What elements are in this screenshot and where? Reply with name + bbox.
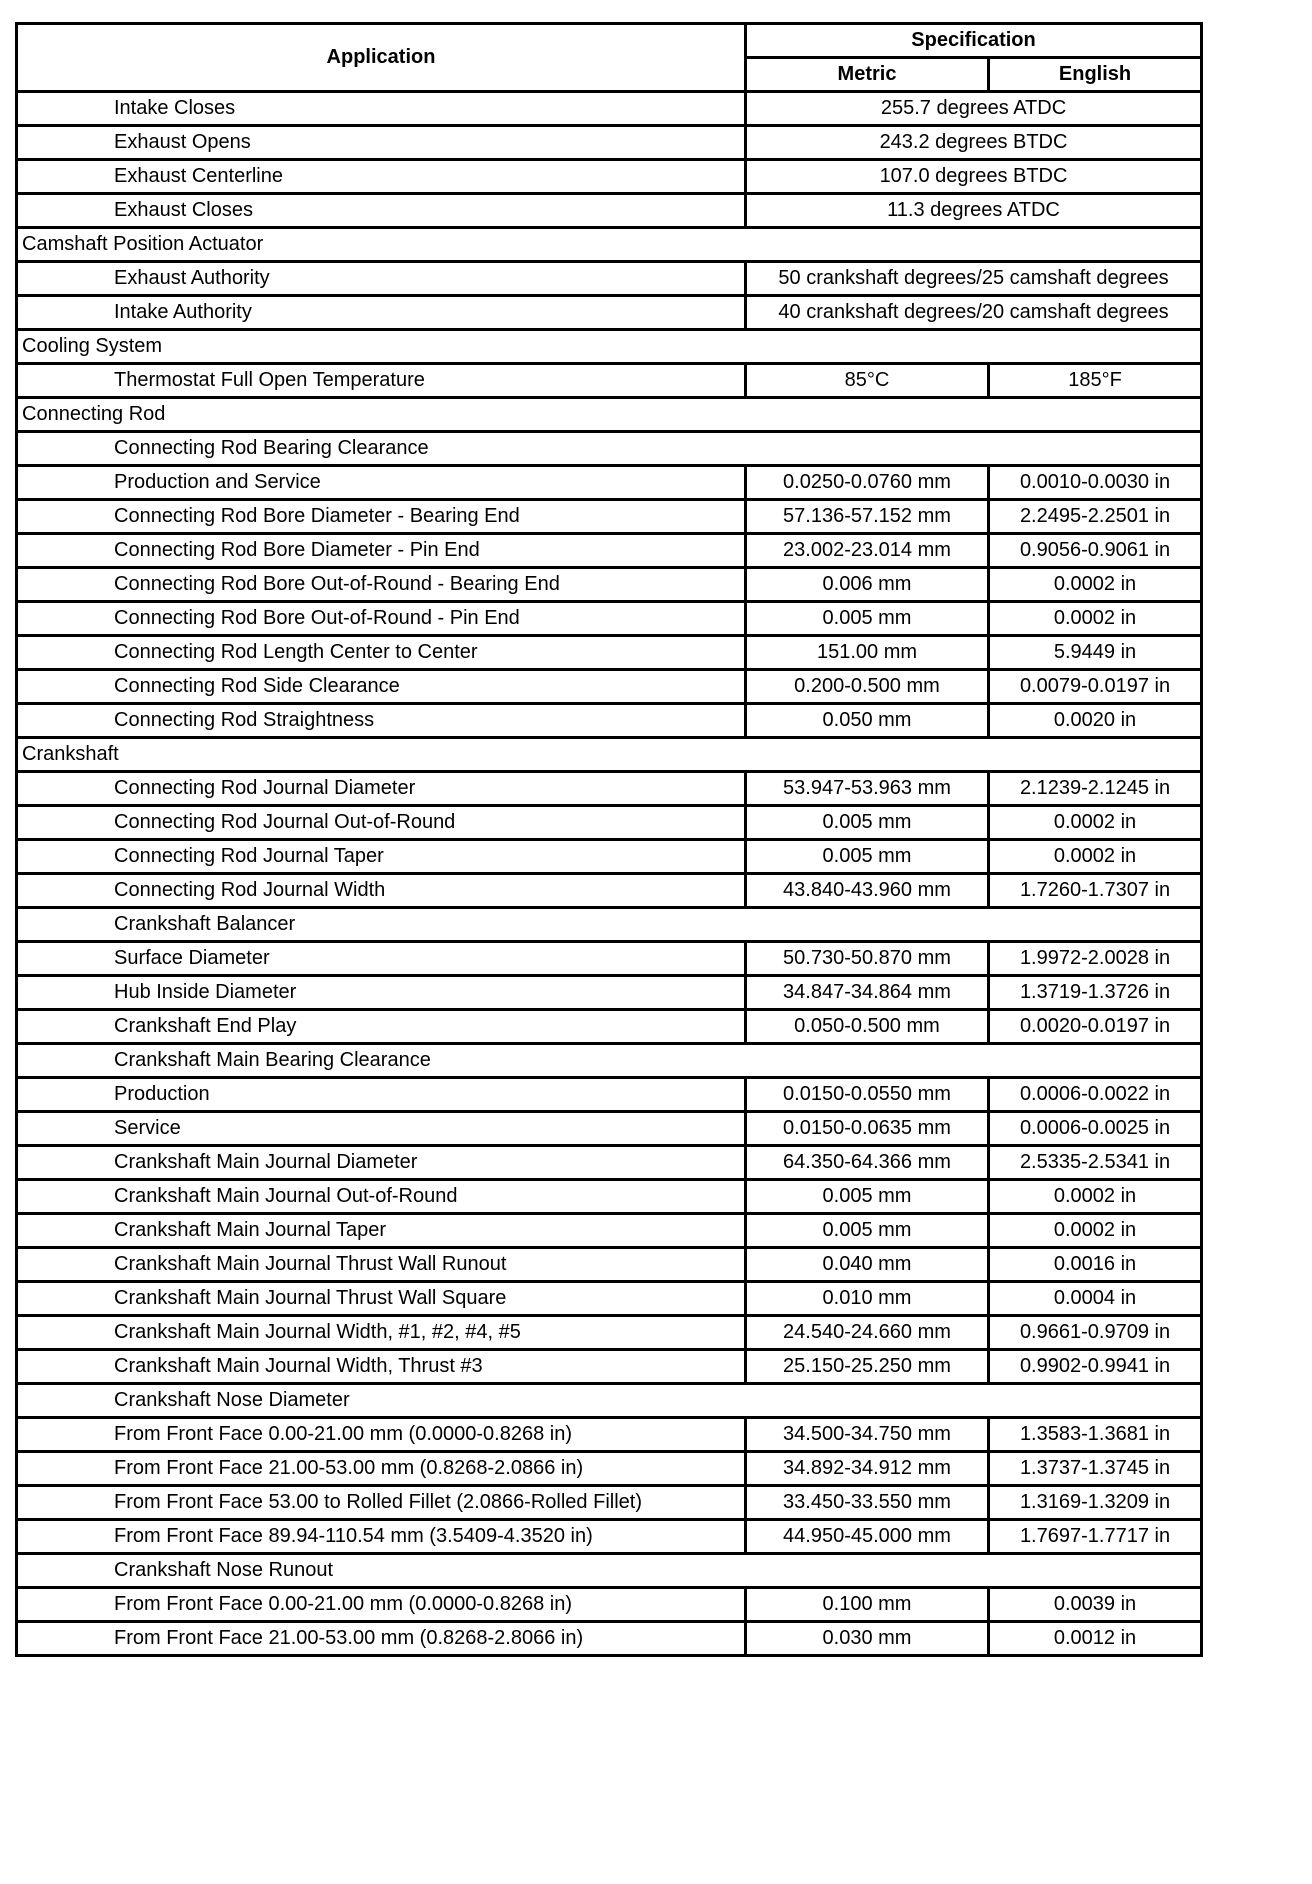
english-cell: 1.3583-1.3681 in (989, 1418, 1202, 1452)
subsection-label: Crankshaft Balancer (17, 908, 1202, 942)
english-cell: 0.0079-0.0197 in (989, 670, 1202, 704)
application-cell: Exhaust Centerline (17, 160, 746, 194)
english-cell: 0.0004 in (989, 1282, 1202, 1316)
subsection-row (17, 908, 1202, 942)
application-cell: Connecting Rod Journal Out-of-Round (17, 806, 746, 840)
metric-cell: 0.200-0.500 mm (746, 670, 989, 704)
english-cell: 0.0006-0.0022 in (989, 1078, 1202, 1112)
section-label: Crankshaft (17, 738, 1202, 772)
english-cell: 0.9661-0.9709 in (989, 1316, 1202, 1350)
application-header: Application (17, 24, 746, 92)
english-cell: 185°F (989, 364, 1202, 398)
table-row (17, 976, 1202, 1010)
application-cell: Crankshaft Main Journal Width, Thrust #3 (17, 1350, 746, 1384)
application-cell: Exhaust Opens (17, 126, 746, 160)
english-cell: 0.0039 in (989, 1588, 1202, 1622)
application-cell: Connecting Rod Length Center to Center (17, 636, 746, 670)
metric-cell: 0.030 mm (746, 1622, 989, 1656)
metric-cell: 0.050 mm (746, 704, 989, 738)
english-cell: 0.0002 in (989, 568, 1202, 602)
metric-cell: 0.100 mm (746, 1588, 989, 1622)
metric-cell: 0.010 mm (746, 1282, 989, 1316)
table-row (17, 500, 1202, 534)
application-cell: Production and Service (17, 466, 746, 500)
application-cell: Connecting Rod Journal Taper (17, 840, 746, 874)
table-row (17, 704, 1202, 738)
section-label: Camshaft Position Actuator (17, 228, 1202, 262)
english-cell: 0.9902-0.9941 in (989, 1350, 1202, 1384)
english-cell: 0.0012 in (989, 1622, 1202, 1656)
specification-cell: 11.3 degrees ATDC (746, 194, 1202, 228)
english-cell: 0.9056-0.9061 in (989, 534, 1202, 568)
application-cell: From Front Face 0.00-21.00 mm (0.0000-0.8268 in) (17, 1418, 746, 1452)
metric-cell: 0.005 mm (746, 806, 989, 840)
table-row (17, 670, 1202, 704)
application-cell: Connecting Rod Straightness (17, 704, 746, 738)
table-row (17, 636, 1202, 670)
english-cell: 1.3737-1.3745 in (989, 1452, 1202, 1486)
table-row (17, 1248, 1202, 1282)
application-cell: Connecting Rod Side Clearance (17, 670, 746, 704)
application-cell: Connecting Rod Bore Out-of-Round - Pin End (17, 602, 746, 636)
english-cell: 5.9449 in (989, 636, 1202, 670)
metric-cell: 64.350-64.366 mm (746, 1146, 989, 1180)
metric-cell: 0.040 mm (746, 1248, 989, 1282)
table-row (17, 1214, 1202, 1248)
table-row (17, 1316, 1202, 1350)
application-cell: Crankshaft Main Journal Diameter (17, 1146, 746, 1180)
subsection-label: Connecting Rod Bearing Clearance (17, 432, 1202, 466)
subsection-row (17, 1554, 1202, 1588)
application-cell: Service (17, 1112, 746, 1146)
english-cell: 1.7697-1.7717 in (989, 1520, 1202, 1554)
section-row (17, 738, 1202, 772)
metric-cell: 24.540-24.660 mm (746, 1316, 989, 1350)
metric-cell: 151.00 mm (746, 636, 989, 670)
metric-header: Metric (746, 58, 989, 92)
table-row (17, 602, 1202, 636)
specification-cell: 107.0 degrees BTDC (746, 160, 1202, 194)
specification-cell: 243.2 degrees BTDC (746, 126, 1202, 160)
header-row (17, 24, 1202, 58)
specification-header: Specification (746, 24, 1202, 58)
table-row (17, 568, 1202, 602)
application-cell: Connecting Rod Bore Diameter - Bearing End (17, 500, 746, 534)
table-row (17, 1520, 1202, 1554)
metric-cell: 0.005 mm (746, 602, 989, 636)
specification-cell: 50 crankshaft degrees/25 camshaft degrees (746, 262, 1202, 296)
table-row (17, 1486, 1202, 1520)
application-cell: From Front Face 21.00-53.00 mm (0.8268-2.0866 in) (17, 1452, 746, 1486)
table-row (17, 296, 1202, 330)
section-row (17, 330, 1202, 364)
table-row (17, 262, 1202, 296)
section-row (17, 398, 1202, 432)
english-cell: 0.0006-0.0025 in (989, 1112, 1202, 1146)
english-cell: 1.3719-1.3726 in (989, 976, 1202, 1010)
table-row (17, 194, 1202, 228)
metric-cell: 57.136-57.152 mm (746, 500, 989, 534)
table-row (17, 942, 1202, 976)
english-cell: 1.7260-1.7307 in (989, 874, 1202, 908)
metric-cell: 50.730-50.870 mm (746, 942, 989, 976)
application-cell: Exhaust Closes (17, 194, 746, 228)
specification-table (15, 22, 1203, 1657)
english-cell: 0.0002 in (989, 1180, 1202, 1214)
table-row (17, 160, 1202, 194)
metric-cell: 43.840-43.960 mm (746, 874, 989, 908)
english-cell: 2.2495-2.2501 in (989, 500, 1202, 534)
metric-cell: 53.947-53.963 mm (746, 772, 989, 806)
subsection-label: Crankshaft Nose Diameter (17, 1384, 1202, 1418)
metric-cell: 0.005 mm (746, 1214, 989, 1248)
table-row (17, 1010, 1202, 1044)
metric-cell: 23.002-23.014 mm (746, 534, 989, 568)
subsection-row (17, 1384, 1202, 1418)
application-cell: Crankshaft Main Journal Out-of-Round (17, 1180, 746, 1214)
english-cell: 0.0020 in (989, 704, 1202, 738)
table-row (17, 92, 1202, 126)
application-cell: Crankshaft Main Journal Thrust Wall Runout (17, 1248, 746, 1282)
metric-cell: 34.500-34.750 mm (746, 1418, 989, 1452)
table-body (17, 92, 1202, 1656)
subsection-label: Crankshaft Nose Runout (17, 1554, 1202, 1588)
english-cell: 0.0002 in (989, 1214, 1202, 1248)
table-row (17, 1180, 1202, 1214)
table-row (17, 772, 1202, 806)
table-row (17, 1350, 1202, 1384)
metric-cell: 44.950-45.000 mm (746, 1520, 989, 1554)
english-cell: 0.0020-0.0197 in (989, 1010, 1202, 1044)
application-cell: Crankshaft Main Journal Taper (17, 1214, 746, 1248)
metric-cell: 33.450-33.550 mm (746, 1486, 989, 1520)
table-row (17, 1146, 1202, 1180)
table-row (17, 126, 1202, 160)
table-row (17, 1282, 1202, 1316)
metric-cell: 0.005 mm (746, 840, 989, 874)
table-row (17, 1588, 1202, 1622)
english-cell: 0.0010-0.0030 in (989, 466, 1202, 500)
application-cell: Intake Closes (17, 92, 746, 126)
table-row (17, 534, 1202, 568)
application-cell: From Front Face 89.94-110.54 mm (3.5409-4.3520 in) (17, 1520, 746, 1554)
application-cell: Connecting Rod Journal Width (17, 874, 746, 908)
table-row (17, 806, 1202, 840)
subsection-label: Crankshaft Main Bearing Clearance (17, 1044, 1202, 1078)
specification-cell: 255.7 degrees ATDC (746, 92, 1202, 126)
english-cell: 0.0016 in (989, 1248, 1202, 1282)
application-cell: Connecting Rod Journal Diameter (17, 772, 746, 806)
application-cell: Connecting Rod Bore Diameter - Pin End (17, 534, 746, 568)
table-row (17, 466, 1202, 500)
english-cell: 2.1239-2.1245 in (989, 772, 1202, 806)
metric-cell: 25.150-25.250 mm (746, 1350, 989, 1384)
metric-cell: 0.0250-0.0760 mm (746, 466, 989, 500)
metric-cell: 0.006 mm (746, 568, 989, 602)
table-row (17, 1452, 1202, 1486)
table-row (17, 1418, 1202, 1452)
application-cell: Crankshaft End Play (17, 1010, 746, 1044)
english-cell: 0.0002 in (989, 840, 1202, 874)
english-cell: 1.9972-2.0028 in (989, 942, 1202, 976)
section-row (17, 228, 1202, 262)
application-cell: From Front Face 53.00 to Rolled Fillet (2.0866-Rolled Fillet) (17, 1486, 746, 1520)
application-cell: From Front Face 0.00-21.00 mm (0.0000-0.8268 in) (17, 1588, 746, 1622)
english-cell: 0.0002 in (989, 806, 1202, 840)
application-cell: Connecting Rod Bore Out-of-Round - Bearing End (17, 568, 746, 602)
application-cell: Surface Diameter (17, 942, 746, 976)
section-label: Cooling System (17, 330, 1202, 364)
english-cell: 0.0002 in (989, 602, 1202, 636)
subsection-row (17, 1044, 1202, 1078)
table-row (17, 1112, 1202, 1146)
application-cell: Hub Inside Diameter (17, 976, 746, 1010)
table-row (17, 1622, 1202, 1656)
metric-cell: 0.0150-0.0550 mm (746, 1078, 989, 1112)
metric-cell: 0.0150-0.0635 mm (746, 1112, 989, 1146)
application-cell: Crankshaft Main Journal Thrust Wall Square (17, 1282, 746, 1316)
metric-cell: 34.847-34.864 mm (746, 976, 989, 1010)
metric-cell: 85°C (746, 364, 989, 398)
table-row (17, 364, 1202, 398)
application-cell: Thermostat Full Open Temperature (17, 364, 746, 398)
section-label: Connecting Rod (17, 398, 1202, 432)
application-cell: Crankshaft Main Journal Width, #1, #2, #4, #5 (17, 1316, 746, 1350)
english-cell: 1.3169-1.3209 in (989, 1486, 1202, 1520)
application-cell: Exhaust Authority (17, 262, 746, 296)
english-cell: 2.5335-2.5341 in (989, 1146, 1202, 1180)
table-row (17, 1078, 1202, 1112)
table-row (17, 874, 1202, 908)
subsection-row (17, 432, 1202, 466)
metric-cell: 0.050-0.500 mm (746, 1010, 989, 1044)
table-row (17, 840, 1202, 874)
english-header: English (989, 58, 1202, 92)
application-cell: Intake Authority (17, 296, 746, 330)
application-cell: From Front Face 21.00-53.00 mm (0.8268-2.8066 in) (17, 1622, 746, 1656)
specification-cell: 40 crankshaft degrees/20 camshaft degrees (746, 296, 1202, 330)
metric-cell: 34.892-34.912 mm (746, 1452, 989, 1486)
metric-cell: 0.005 mm (746, 1180, 989, 1214)
application-cell: Production (17, 1078, 746, 1112)
